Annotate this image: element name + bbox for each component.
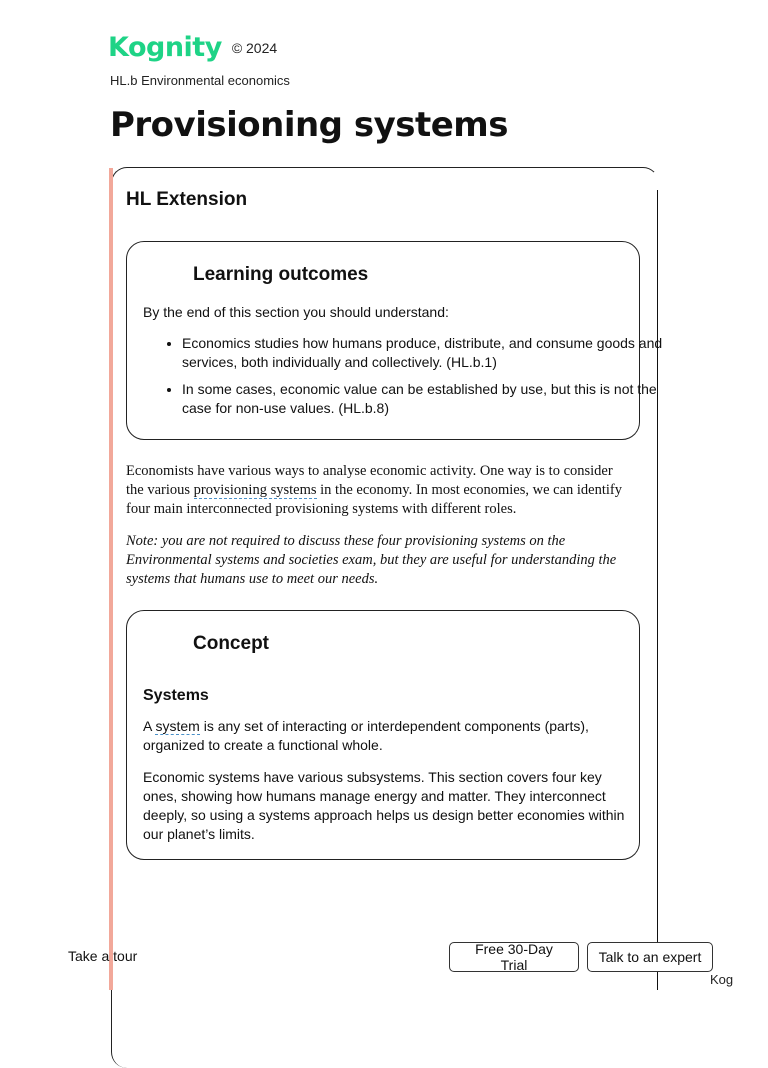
learning-outcomes-title: Learning outcomes (193, 264, 369, 285)
take-a-tour-link[interactable]: Take a tour (68, 948, 138, 964)
intro-text-start: Economists have various ways to analyse economic activity. One way is to consider the various (126, 463, 613, 498)
system-definition (143, 717, 631, 755)
header (108, 32, 277, 63)
list-item: • Economics studies how humans produce, distribute, and consume goods and services, both individually and collectively. (HL.b.1) (182, 334, 666, 372)
breadcrumb[interactable]: HL.b Environmental economics (110, 73, 290, 88)
free-trial-button[interactable]: Free 30-Day Trial (449, 942, 579, 972)
learning-outcomes-intro: By the end of this section you should understand: (143, 304, 449, 320)
concept-title: Concept (193, 633, 269, 654)
glossary-term-system[interactable]: system (155, 718, 200, 734)
truncated-brand-text: Kog (710, 972, 734, 987)
list-item: • In some cases, economic value can be established by use, but this is not the case for non-use values. (HL.b.8) (182, 380, 666, 418)
accent-bar (109, 168, 113, 990)
definition-text-start: A (143, 718, 156, 734)
intro-text-end: in the economy. In most economies, we can identify four main interconnected provisioning systems with different roles. (126, 482, 623, 517)
definition-text-end: is any set of interacting or interdependent components (parts), organized to create a functional whole. (143, 718, 589, 753)
logo-wordmark: Kognity (108, 32, 222, 63)
learning-outcomes-card (126, 241, 663, 440)
talk-to-expert-button[interactable]: Talk to an expert (587, 942, 713, 972)
learning-outcomes-list (143, 334, 666, 426)
copyright: © 2024 (231, 39, 278, 56)
concept-card (126, 610, 640, 860)
kognity-logo[interactable] (108, 32, 222, 63)
hl-extension-title: HL Extension (126, 189, 248, 210)
glossary-term-provisioning-systems[interactable]: provisioning systems (193, 482, 317, 498)
page-title: Provisioning systems (110, 105, 508, 145)
intro-paragraph (126, 462, 626, 519)
content-divider (657, 190, 658, 990)
subsystems-paragraph: Economic systems have various subsystems. This section covers four key ones, showing how humans manage energy and matter. They interconnect deeply, so using a systems approach helps us design better economies within our planet’s limits. (143, 769, 625, 842)
systems-heading: Systems (143, 687, 209, 704)
note-paragraph: Note: you are not required to discuss these four provisioning systems on the Environmental systems and societies exam, but they are useful for understanding the systems that humans use to meet our needs. (126, 533, 617, 587)
logo-row (108, 32, 277, 63)
